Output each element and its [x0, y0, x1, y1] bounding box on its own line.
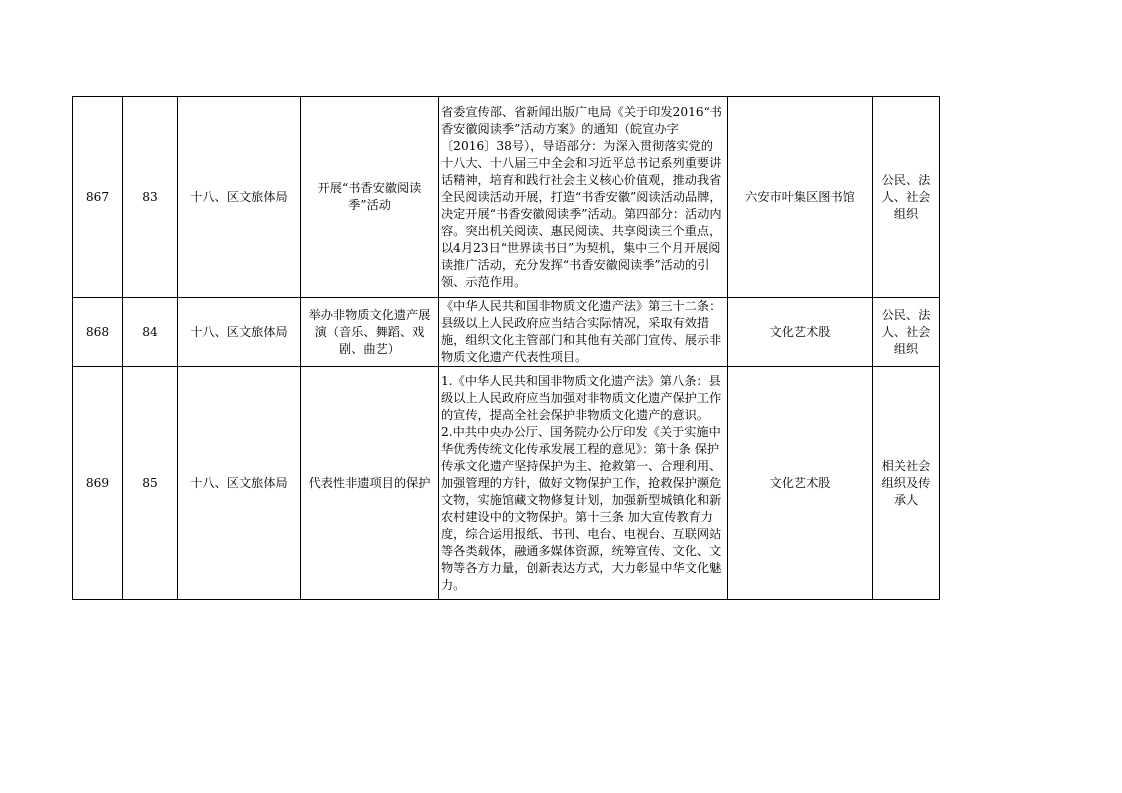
table-row	[73, 298, 940, 367]
sub-seq-cell: 85	[123, 367, 178, 600]
seq-cell: 869	[73, 367, 123, 600]
item-cell: 举办非物质文化遗产展演（音乐、舞蹈、戏剧、曲艺）	[301, 298, 439, 367]
basis-cell: 省委宣传部、省新闻出版广电局《关于印发2016“书香安徽阅读季”活动方案》的通知（皖宣办字〔2016〕38号），导语部分：为深入贯彻落实党的十八大、十八届三中全会和习近平总书记系列重要讲话精神，培育和践行社会主义核心价值观，推动我省全民阅读活动开展，打造“书香安徽”阅读活动品牌，决定开展“书香安徽阅读季”活动。第四部分：活动内容。突出机关阅读、惠民阅读、共享阅读三个重点，以4月23日“世界读书日”为契机，集中三个月开展阅读推广活动，充分发挥“书香安徽阅读季”活动的引领、示范作用。	[439, 97, 728, 298]
department-cell: 十八、区文旅体局	[178, 97, 301, 298]
basis-cell: 1.《中华人民共和国非物质文化遗产法》第八条：县级以上人民政府应当加强对非物质文化遗产保护工作的宣传，提高全社会保护非物质文化遗产的意识。 2.中共中央办公厅、国务院办公厅印发《关于实施中华优秀传统文化传承发展工程的意见》：第十条 保护传承文化遗产坚持保护为主、抢救第一、合理利用、加强管理的方针，做好文物保护工作，抢救保护濒危文物，实施馆藏文物修复计划，加强新型城镇化和新农村建设中的文物保护。第十三条 加大宣传教育力度，综合运用报纸、书刊、电台、电视台、互联网站等各类载体，融通多媒体资源，统筹宣传、文化、文物等各方力量，创新表达方式，大力彰显中华文化魅力。	[439, 367, 728, 600]
basis-cell: 《中华人民共和国非物质文化遗产法》第三十二条：县级以上人民政府应当结合实际情况，采取有效措施，组织文化主管部门和其他有关部门宣传、展示非物质文化遗产代表性项目。	[439, 298, 728, 367]
department-cell: 十八、区文旅体局	[178, 298, 301, 367]
seq-cell: 867	[73, 97, 123, 298]
sub-seq-cell: 83	[123, 97, 178, 298]
item-cell: 开展“书香安徽阅读季”活动	[301, 97, 439, 298]
sub-seq-cell: 84	[123, 298, 178, 367]
responsible-cell: 文化艺术股	[728, 298, 873, 367]
responsible-cell: 文化艺术股	[728, 367, 873, 600]
table-row	[73, 97, 940, 298]
service-items-table	[72, 96, 940, 600]
department-cell: 十八、区文旅体局	[178, 367, 301, 600]
target-cell: 相关社会组织及传承人	[873, 367, 940, 600]
item-cell: 代表性非遗项目的保护	[301, 367, 439, 600]
responsible-cell: 六安市叶集区图书馆	[728, 97, 873, 298]
target-cell: 公民、法人、社会组织	[873, 97, 940, 298]
seq-cell: 868	[73, 298, 123, 367]
table-row	[73, 367, 940, 600]
target-cell: 公民、法人、社会组织	[873, 298, 940, 367]
